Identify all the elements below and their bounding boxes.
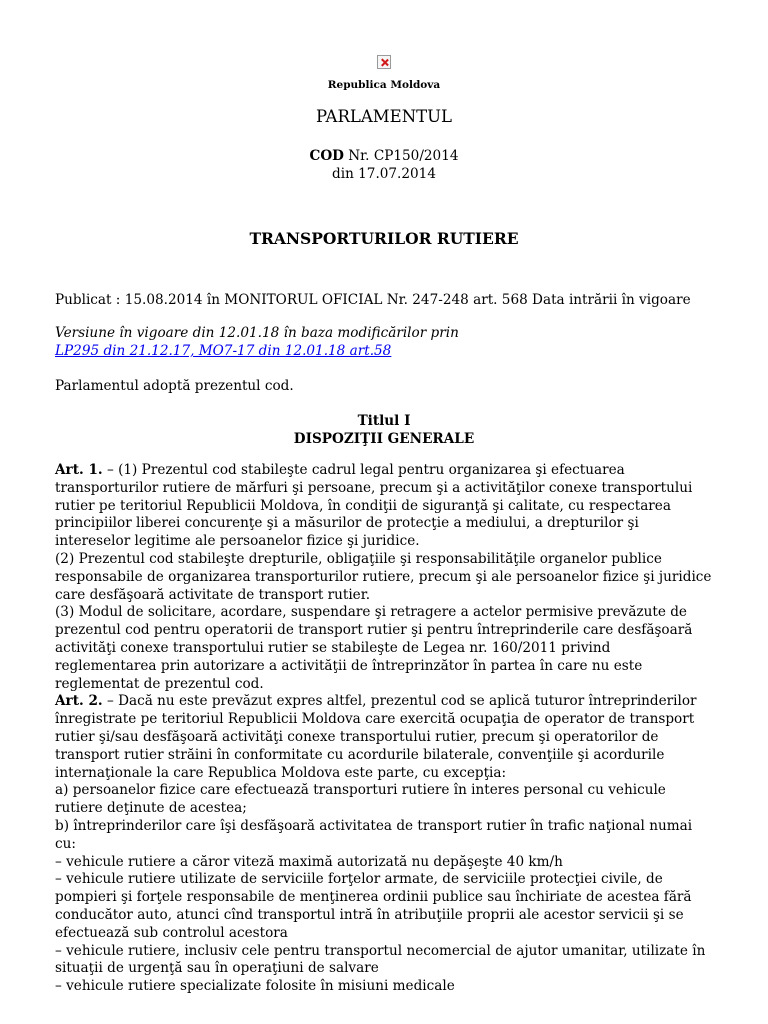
version-text: Versiune în vigoare din 12.01.18 în baza modificărilor prin xyxy=(55,325,459,341)
amendment-link[interactable]: LP295 din 21.12.17, MO7-17 din 12.01.18 art.58 xyxy=(55,342,392,359)
adoption-statement: Parlamentul adoptă prezentul cod. xyxy=(55,378,294,394)
article-2-item-b-dash-1: – vehicule rutiere a căror viteză maximă autorizată nu depăşeşte 40 km/h xyxy=(55,853,563,870)
article-2-paragraph-1 xyxy=(55,693,715,782)
section-name: DISPOZIŢII GENERALE xyxy=(293,431,475,447)
document-title: TRANSPORTURILOR RUTIERE xyxy=(249,229,519,248)
article-1-text: – (1) Prezentul cod stabileşte cadrul legal pentru organizarea şi efectuarea transporturilor rutiere de mărfuri şi persoane, precum şi a activităţilor conexe transportului rutier pe teritoriul Republicii Moldova, în condiţii de siguranţă şi calitate, cu respectarea principiilor liberei concurenţe şi a măsurilor de protecţie a mediului, a drepturilor şi intereselor legitime ale persoanelor fizice şi juridice. xyxy=(55,462,693,550)
publication-info: Publicat : 15.08.2014 în MONITORUL OFICIAL Nr. 247-248 art. 568 Data intrării în vigoare xyxy=(55,292,691,308)
article-2-item-b-dash-2: – vehicule rutiere utilizate de serviciile forţelor armate, de serviciile protecţiei civile, de pompieri şi forţele responsabile de menţinerea ordinii publice sau închiriate de acestea fără conducător auto, atunci cînd transportul intră în atribuţiile proprii ale acestor servicii şi se efectuează sub controlul acestora xyxy=(55,871,692,941)
code-number: Nr. CP150/2014 xyxy=(348,148,459,164)
code-number-line xyxy=(0,148,768,166)
institution-name: PARLAMENTUL xyxy=(315,107,453,126)
article-2-item-b-dash-3: – vehicule rutiere, inclusiv cele pentru transportul necomercial de ajutor umanitar, utilizate în situaţii de urgenţă sau în operaţiuni de salvare xyxy=(55,942,706,977)
article-2-label: Art. 2. xyxy=(55,693,103,710)
article-2-item-b-dash-4: – vehicule rutiere specializate folosite în misiuni medicale xyxy=(55,978,455,995)
article-2-item-b: b) întreprinderilor care îşi desfăşoară activitatea de transport rutier în trafic naţional numai cu: xyxy=(55,817,693,852)
country-name: Republica Moldova xyxy=(327,79,441,91)
version-info xyxy=(55,325,755,361)
article-1-paragraph-2: (2) Prezentul cod stabileşte drepturile, obligaţiile şi responsabilităţile organelor publice responsabile de organizarea transporturilor rutiere, precum şi ale persoanelor fizice şi juridice care desfăşoară activitate de transport rutier. xyxy=(55,550,712,603)
code-label: COD xyxy=(309,148,344,164)
article-1-paragraph-3: (3) Modul de solicitare, acordare, suspendare şi retragere a actelor permisive prevăzute de prezentul cod pentru operatorii de transport rutier şi pentru întreprinderile care desfăşoară activităţi conexe transportului rutier se stabileşte de Legea nr. 160/2011 privind reglementarea prin autorizare a activităţii de întreprinzător în partea în care nu este reglementat de prezentul cod. xyxy=(55,604,693,692)
broken-image-icon xyxy=(377,55,391,69)
article-1-label: Art. 1. xyxy=(55,462,103,478)
code-date: din 17.07.2014 xyxy=(332,166,436,182)
article-2-item-a: a) persoanelor fizice care efectuează transporturi rutiere în interes personal cu vehicule rutiere deţinute de acestea; xyxy=(55,782,666,817)
articles-body xyxy=(55,462,715,996)
article-1-paragraph-1 xyxy=(55,462,715,551)
article-2-text: – Dacă nu este prevăzut expres altfel, prezentul cod se aplică tuturor întreprinderilor înregistrate pe teritoriul Republicii Moldova care exercită ocupaţia de operator de transport rutier şi/sau desfăşoară activităţi conexe transportului rutier, precum şi operatorilor de transport rutier străini în conformitate cu acordurile bilaterale, convenţiile şi acordurile internaţionale la care Republica Moldova este parte, cu excepţia: xyxy=(55,693,697,781)
section-number: Titlul I xyxy=(357,413,411,429)
